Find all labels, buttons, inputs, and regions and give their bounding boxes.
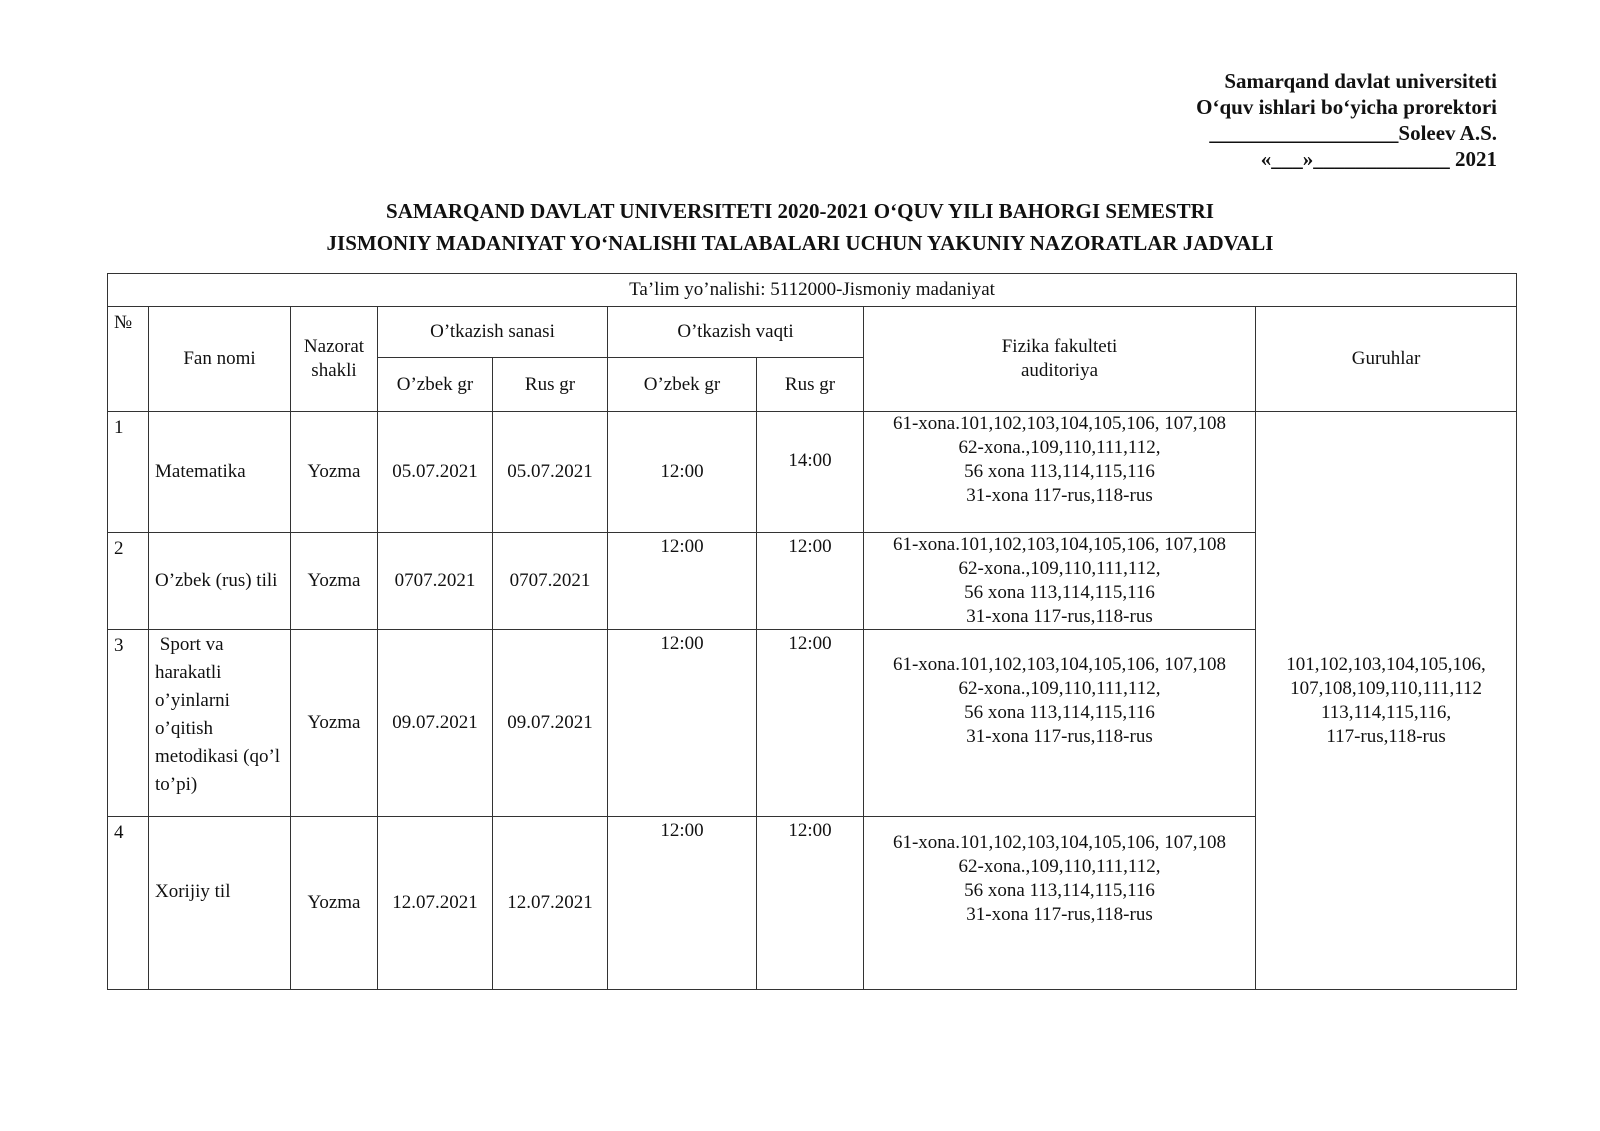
header-control-form: Nazorat shakli [291,307,378,412]
header-time-rus: Rus gr [757,358,864,412]
row-form: Yozma [291,817,378,990]
header-date-rus: Rus gr [493,358,608,412]
title-line-2: JISMONIY MADANIYAT YO‘NALISHI TALABALARI UCHUN YAKUNIY NAZORATLAR JADVALI [326,231,1274,255]
room-line: 62-xona.,109,110,111,112, [958,558,1161,579]
groups-line: 117-rus,118-rus [1326,725,1446,747]
header-room-line1: Fizika fakulteti [1001,336,1118,357]
header-num: № [108,307,149,412]
row-subject: Sport va harakatli o’yinlarni o’qitish metodikasi (qo’l to’pi) [149,630,291,817]
header-groups: Guruhlar [1256,307,1517,412]
header-date: O’tkazish sanasi [378,307,608,358]
row-rooms [864,817,1256,990]
room-line: 56 xona 113,114,115,116 [964,461,1155,482]
groups-line: 101,102,103,104,105,106, [1286,653,1486,675]
approval-date: «___»_____________ 2021 [1260,147,1497,171]
header-subject: Fan nomi [149,307,291,412]
row-rooms [864,533,1256,630]
approval-university: Samarqand davlat universiteti [1224,69,1497,93]
room-line: 61-xona.101,102,103,104,105,106, 107,108 [892,534,1226,555]
row-time-uz: 12:00 [608,817,757,990]
room-line: 31-xona 117-rus,118-rus [966,904,1153,925]
room-line: 56 xona 113,114,115,116 [964,702,1155,723]
row-date-uz: 12.07.2021 [378,817,493,990]
exam-schedule-table [107,273,1517,990]
room-line: 61-xona.101,102,103,104,105,106, 107,108 [892,413,1226,434]
row-num: 3 [108,630,149,817]
row-time-rus: 12:00 [757,533,864,630]
header-date-uz: O’zbek gr [378,358,493,412]
row-time-uz: 12:00 [608,630,757,817]
row-num: 4 [108,817,149,990]
header-time: O’tkazish vaqti [608,307,864,358]
row-date-rus: 0707.2021 [493,533,608,630]
row-form: Yozma [291,630,378,817]
title-line-1: SAMARQAND DAVLAT UNIVERSITETI 2020-2021 O‘QUV YILI BAHORGI SEMESTRI [386,199,1214,223]
row-form: Yozma [291,533,378,630]
row-form: Yozma [291,412,378,533]
approval-signature: __________________Soleev A.S. [1209,121,1497,145]
header-time-uz: O’zbek gr [608,358,757,412]
row-time-rus: 12:00 [757,630,864,817]
row-subject: Matematika [149,412,291,533]
room-line: 62-xona.,109,110,111,112, [958,678,1161,699]
row-time-rus: 12:00 [757,817,864,990]
row-date-rus: 12.07.2021 [493,817,608,990]
room-line: 56 xona 113,114,115,116 [964,880,1155,901]
groups-line: 113,114,115,116, [1320,701,1452,723]
row-subject: Xorijiy til [149,817,291,990]
row-time-rus: 14:00 [757,412,864,533]
row-num: 2 [108,533,149,630]
room-line: 62-xona.,109,110,111,112, [958,437,1161,458]
room-line: 61-xona.101,102,103,104,105,106, 107,108 [892,832,1226,853]
room-line: 31-xona 117-rus,118-rus [966,606,1153,627]
row-time-uz: 12:00 [608,412,757,533]
header-room [864,307,1256,412]
room-line: 31-xona 117-rus,118-rus [966,726,1153,747]
room-line: 31-xona 117-rus,118-rus [966,485,1153,506]
approval-position: O‘quv ishlari bo‘yicha prorektori [1196,95,1497,119]
room-line: 61-xona.101,102,103,104,105,106, 107,108 [892,654,1226,675]
room-line: 56 xona 113,114,115,116 [964,582,1155,603]
header-room-line2: auditoriya [1020,360,1099,381]
row-time-uz: 12:00 [608,533,757,630]
row-subject: O’zbek (rus) tili [149,533,291,630]
groups-line: 107,108,109,110,111,112 [1290,677,1482,699]
row-rooms [864,630,1256,817]
row-rooms [864,412,1256,533]
row-date-uz: 0707.2021 [378,533,493,630]
row-date-rus: 09.07.2021 [493,630,608,817]
row-num: 1 [108,412,149,533]
document-title [0,195,1600,259]
row-date-uz: 09.07.2021 [378,630,493,817]
direction-row: Ta’lim yo’nalishi: 5112000-Jismoniy madaniyat [108,274,1517,307]
row-date-uz: 05.07.2021 [378,412,493,533]
approval-block [1196,68,1497,172]
table-row [108,412,1517,533]
row-date-rus: 05.07.2021 [493,412,608,533]
room-line: 62-xona.,109,110,111,112, [958,856,1161,877]
groups-cell [1256,412,1517,990]
